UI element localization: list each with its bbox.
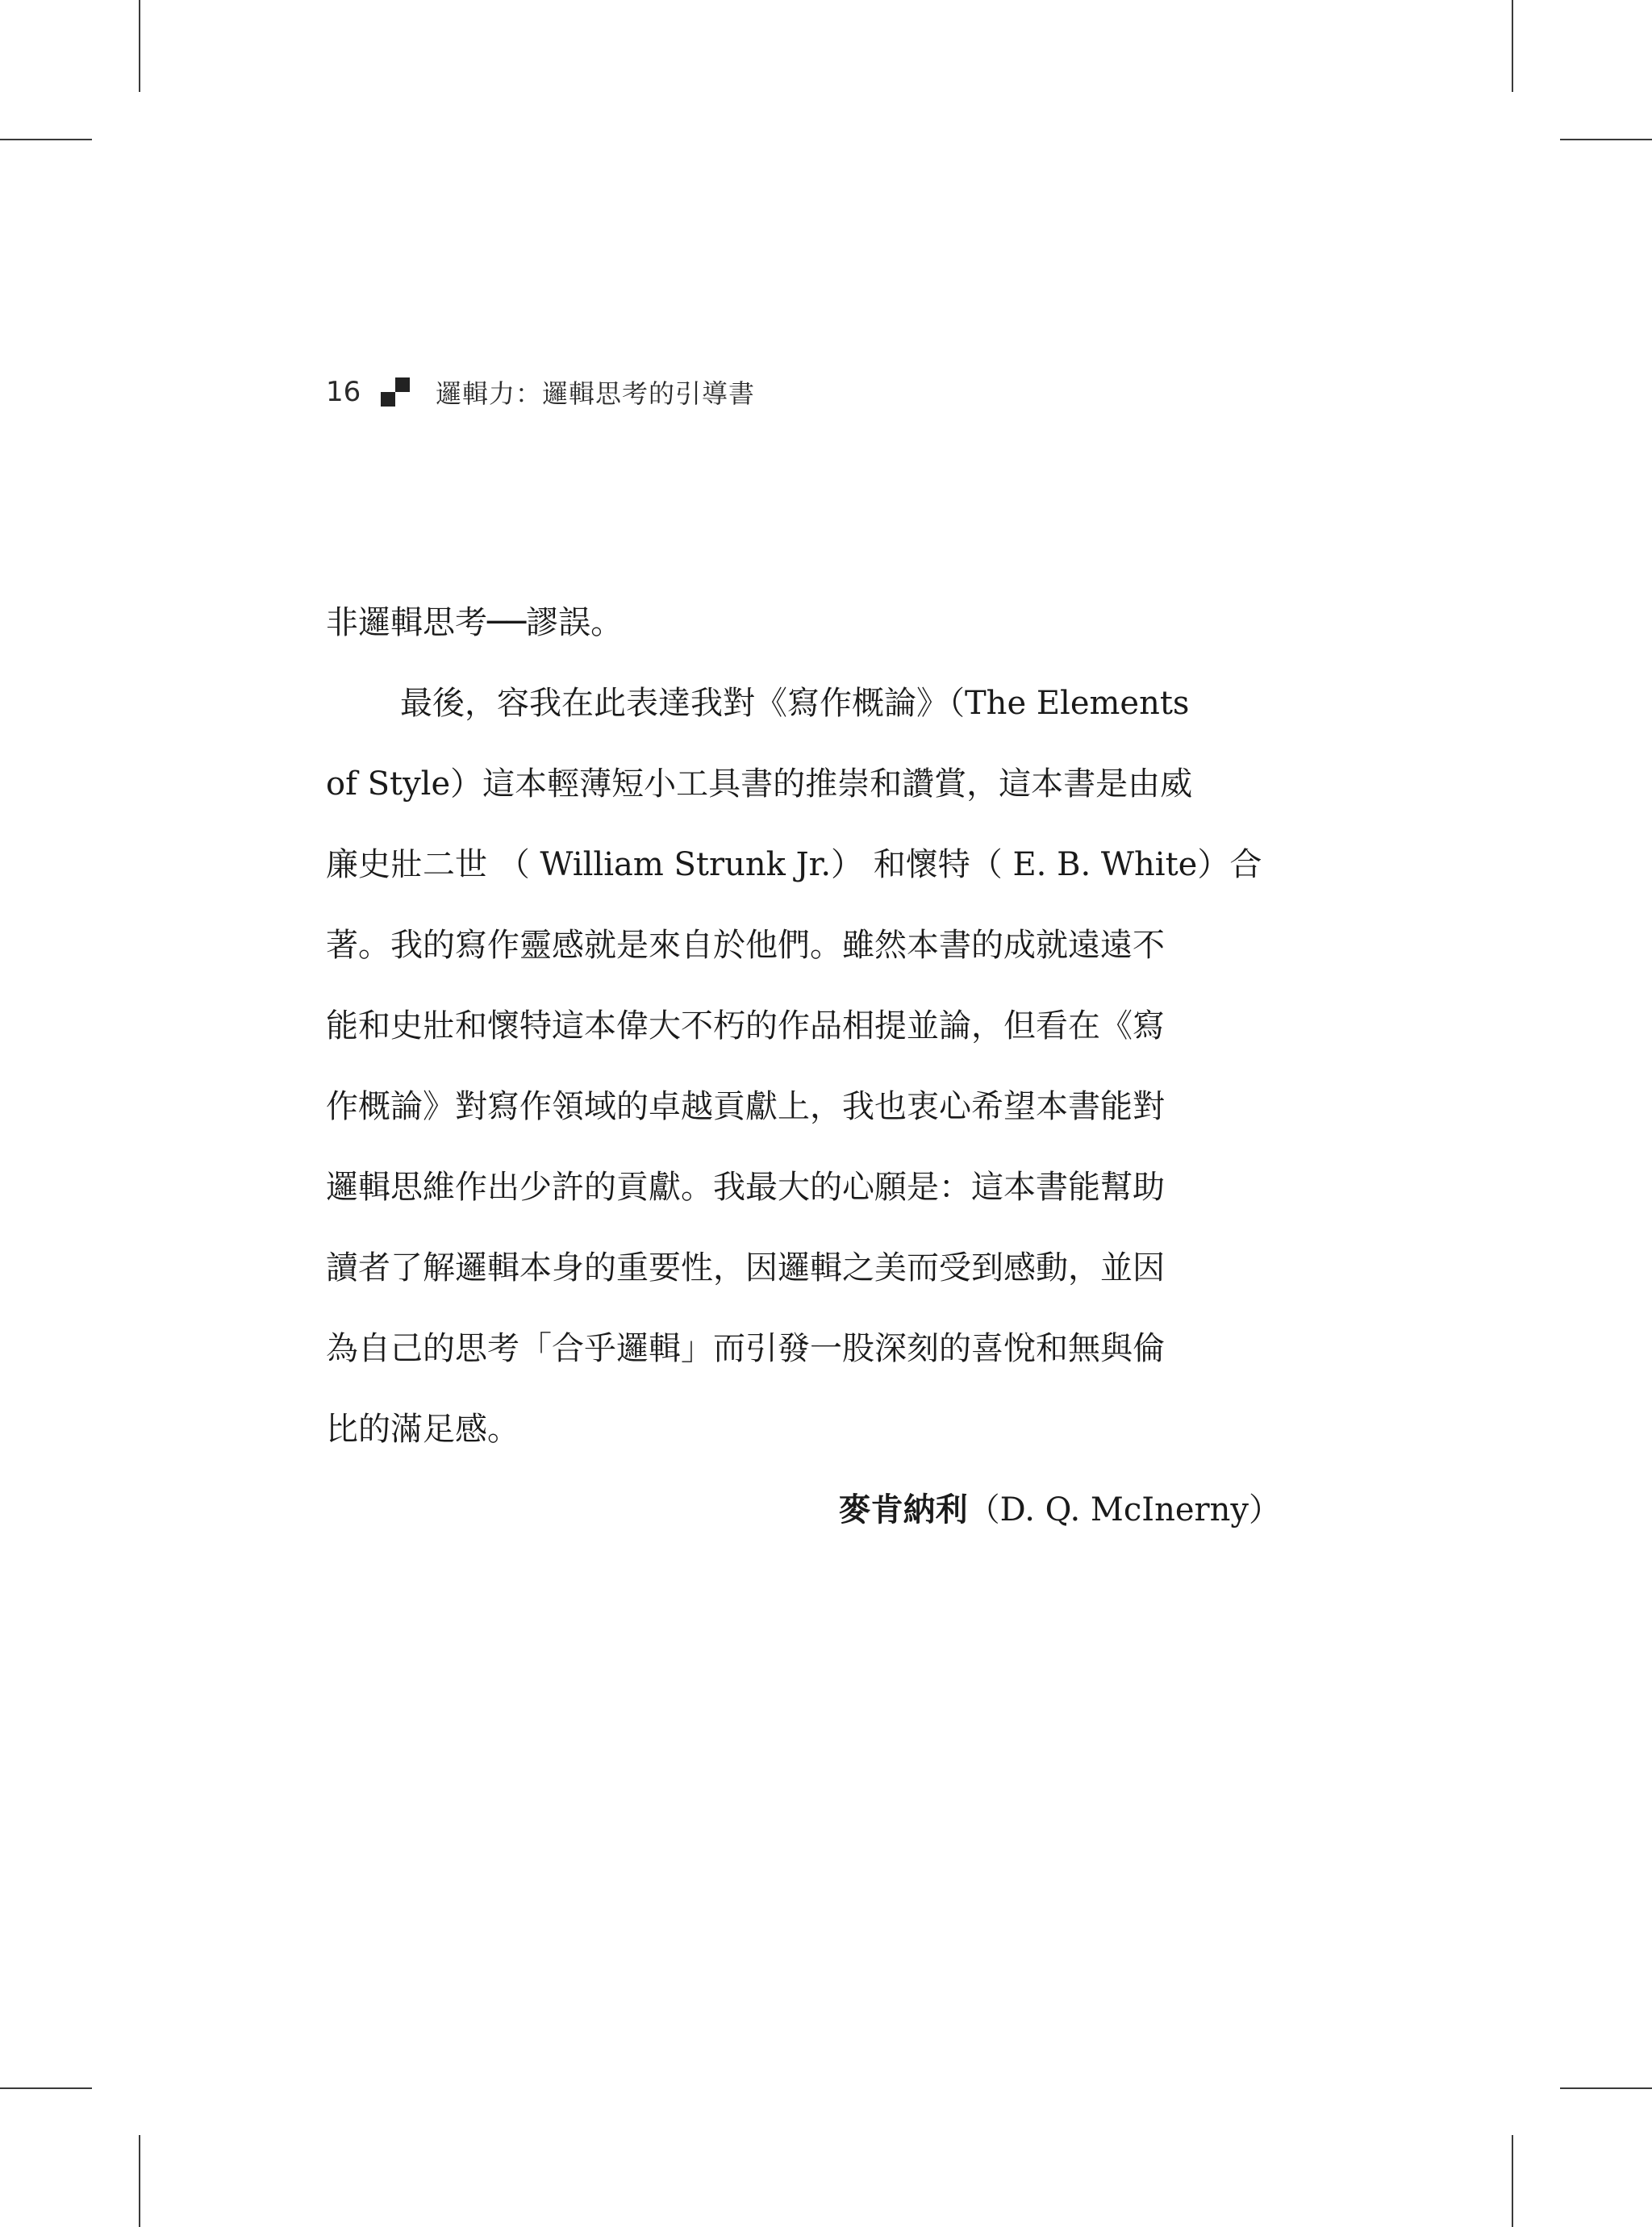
text-line: 能和史壯和懷特這本偉大不朽的作品相提並論，但看在《寫 — [326, 1007, 1165, 1045]
crop-mark-top-left-horizontal — [0, 139, 92, 140]
text-line: of Style）這本輕薄短小工具書的推崇和讚賞，這本書是由威 — [326, 765, 1193, 803]
text-line: 廉史壯二世 （ William Strunk Jr.） 和懷特（ E. B. White）合 — [326, 846, 1262, 883]
crop-mark-bottom-left-vertical — [139, 2135, 140, 2227]
running-header — [326, 373, 755, 411]
crop-mark-bottom-right-horizontal — [1560, 2087, 1652, 2089]
text-line: 最後，容我在此表達我對《寫作概論》（The Elements — [400, 685, 1190, 722]
text-line: 讀者了解邏輯本身的重要性，因邏輯之美而受到感動，並因 — [326, 1249, 1165, 1287]
text-line: 比的滿足感。 — [326, 1411, 519, 1448]
crop-mark-top-right-vertical — [1512, 0, 1513, 92]
text-line: 為自己的思考「合乎邏輯」而引發一股深刻的喜悅和無與倫 — [326, 1330, 1165, 1367]
header-ornament-icon — [381, 377, 410, 407]
text-line: 著。我的寫作靈感就是來自於他們。雖然本書的成就遠遠不 — [326, 927, 1165, 964]
text-line: 非邏輯思考──謬誤。 — [326, 604, 624, 641]
author-name-latin: （D. Q. McInerny） — [967, 1491, 1281, 1528]
page-number: 16 — [326, 376, 361, 408]
author-name-chinese: 麥肯納利 — [838, 1491, 968, 1528]
body-text — [326, 595, 1281, 1483]
text-line: 作概論》對寫作領域的卓越貢獻上，我也衷心希望本書能對 — [326, 1088, 1165, 1125]
crop-mark-top-right-horizontal — [1560, 139, 1652, 140]
book-title: 邏輯力：邏輯思考的引導書 — [436, 378, 756, 409]
crop-mark-bottom-right-vertical — [1512, 2135, 1513, 2227]
crop-mark-bottom-left-horizontal — [0, 2087, 92, 2089]
author-signature — [326, 1483, 1281, 1537]
crop-mark-top-left-vertical — [139, 0, 140, 92]
text-line: 邏輯思維作出少許的貢獻。我最大的心願是：這本書能幫助 — [326, 1169, 1165, 1206]
